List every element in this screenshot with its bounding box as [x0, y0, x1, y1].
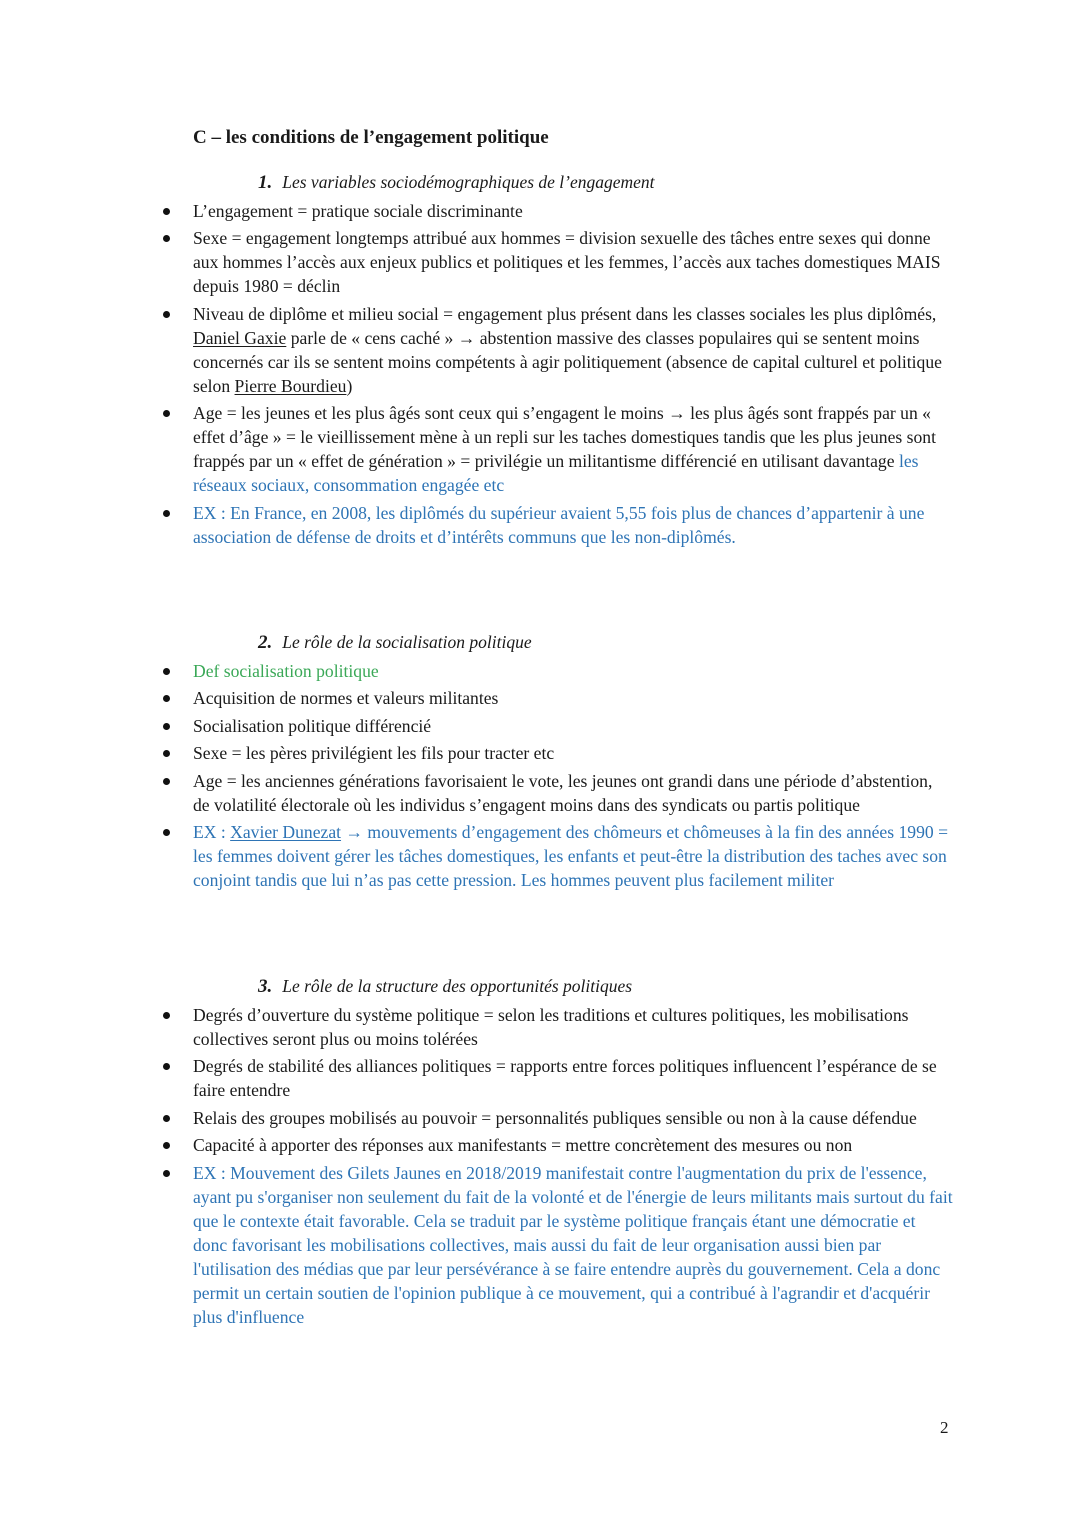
list-item	[193, 1106, 953, 1130]
subsection-3-title	[258, 976, 632, 998]
subsection-2-title	[258, 632, 532, 654]
list-item	[193, 1133, 953, 1157]
subsection-title-text: Le rôle de la structure des opportunités politiques	[282, 976, 633, 996]
list-item-text: parle de « cens caché » → abstention massive des classes populaires qui se sentent moins concernés car ils se sentent moins compétents à agir politiquement (absence de capital culturel et politique selon	[193, 327, 942, 396]
list-item	[193, 741, 953, 765]
list-item-text: Relais des groupes mobilisés au pouvoir = personnalités publiques sensible ou non à la cause défendue	[193, 1107, 917, 1128]
example-item	[193, 1161, 953, 1329]
list-item-text: Degrés d’ouverture du système politique = selon les traditions et cultures politiques, les mobilisations collectives seront plus ou moins tolérées	[193, 1005, 909, 1049]
subsection-title-text: Le rôle de la socialisation politique	[282, 632, 532, 652]
subsection-1-list	[193, 199, 953, 552]
list-item-text: L’engagement = pratique sociale discriminante	[193, 201, 523, 221]
example-item	[193, 820, 953, 892]
author-name-underlined: Daniel Gaxie	[193, 327, 287, 348]
list-item-text: Age = les jeunes et les plus âgés sont ceux qui s’engagent le moins → les plus âgés sont frappés par un « effet d’âge » = le vieillissement mène à un repli sur les taches domestiques tandis que les plus jeunes sont frappés par un « effet de génération » = privilégie un militantisme différencié en utilisant davantage	[193, 403, 936, 472]
list-item	[193, 401, 953, 497]
list-item	[193, 226, 953, 298]
list-item-text: Degrés de stabilité des alliances politiques = rapports entre forces politiques influencent l’espérance de se faire entendre	[193, 1056, 937, 1101]
list-item-text: Capacité à apporter des réponses aux manifestants = mettre concrètement des mesures ou non	[193, 1135, 853, 1156]
list-item-text: Age = les anciennes générations favorisaient le vote, les jeunes ont grandi dans une période d’abstention, de volatilité électorale où les individus s’engagent moins dans des syndicats ou partis politique	[193, 770, 933, 815]
example-text: EX : Mouvement des Gilets Jaunes en 2018/2019 manifestait contre l'augmentation du prix de l'essence, ayant pu s'organiser non seulement du fait de la volonté et de l'énergie de leurs militants mais surtout du fait que le contexte était favorable. Cela se traduit par le système politique français étant une démocratie et donc favorisant les mobilisations collectives, mais aussi du fait de leur organisation aussi bien par l'utilisation des médias que par leur persévérance à se faire entendre auprès du gouvernement. Cela a donc permit un certain soutien de l'opinion publique à ce mouvement, qui a contribué à l'agrandir et d'acquérir plus d'influence	[193, 1162, 953, 1327]
subsection-number: 1.	[258, 172, 273, 193]
list-item-text: Sexe = les pères privilégient les fils pour tracter etc	[193, 743, 555, 764]
highlighted-text: les réseaux sociaux, consommation engagée etc	[193, 451, 919, 496]
list-item	[193, 769, 953, 817]
subsection-3-list	[193, 1003, 953, 1332]
list-item	[193, 199, 953, 223]
list-item-text: )	[346, 375, 353, 396]
author-name-underlined: Pierre Bourdieu	[234, 375, 347, 396]
subsection-2-list	[193, 659, 953, 895]
list-item	[193, 686, 953, 710]
author-name-underlined: Xavier Dunezat	[230, 821, 342, 842]
subsection-number: 3.	[258, 976, 273, 997]
example-item	[193, 501, 953, 549]
section-heading: C – les conditions de l’engagement politique	[193, 127, 549, 148]
list-item	[193, 1054, 953, 1102]
list-item-text: Sexe = engagement longtemps attribué aux hommes = division sexuelle des tâches entre sexes qui donne aux hommes l’accès aux enjeux publics et politiques et les femmes, l’accès aux taches domestiques MAIS depuis 1980 = déclin	[193, 228, 941, 297]
example-text: EX :	[193, 821, 231, 842]
definition-text: Def socialisation politique	[193, 661, 379, 681]
subsection-number: 2.	[258, 632, 273, 653]
list-item	[193, 302, 953, 398]
subsection-1-title	[258, 172, 655, 194]
subsection-title-text: Les variables sociodémographiques de l’engagement	[282, 172, 655, 192]
list-item-text: Socialisation politique différencié	[193, 715, 432, 736]
list-item	[193, 1003, 953, 1051]
list-item-text: Acquisition de normes et valeurs militantes	[193, 688, 499, 709]
example-text: EX : En France, en 2008, les diplômés du supérieur avaient 5,55 fois plus de chances d’appartenir à une association de défense de droits et d’intérêts communs que les non-diplômés.	[193, 502, 925, 547]
list-item	[193, 714, 953, 738]
definition-item	[193, 659, 953, 683]
list-item-text: Niveau de diplôme et milieu social = engagement plus présent dans les classes sociales les plus diplômés,	[193, 303, 937, 324]
page-number: 2	[940, 1418, 949, 1437]
example-text: → mouvements d’engagement des chômeurs et chômeuses à la fin des années 1990 = les femmes doivent gérer les tâches domestiques, les enfants et peut-être la distribution des taches avec son conjoint tandis que lui n’as pas cette pression. Les hommes peuvent plus facilement militer	[193, 821, 948, 890]
